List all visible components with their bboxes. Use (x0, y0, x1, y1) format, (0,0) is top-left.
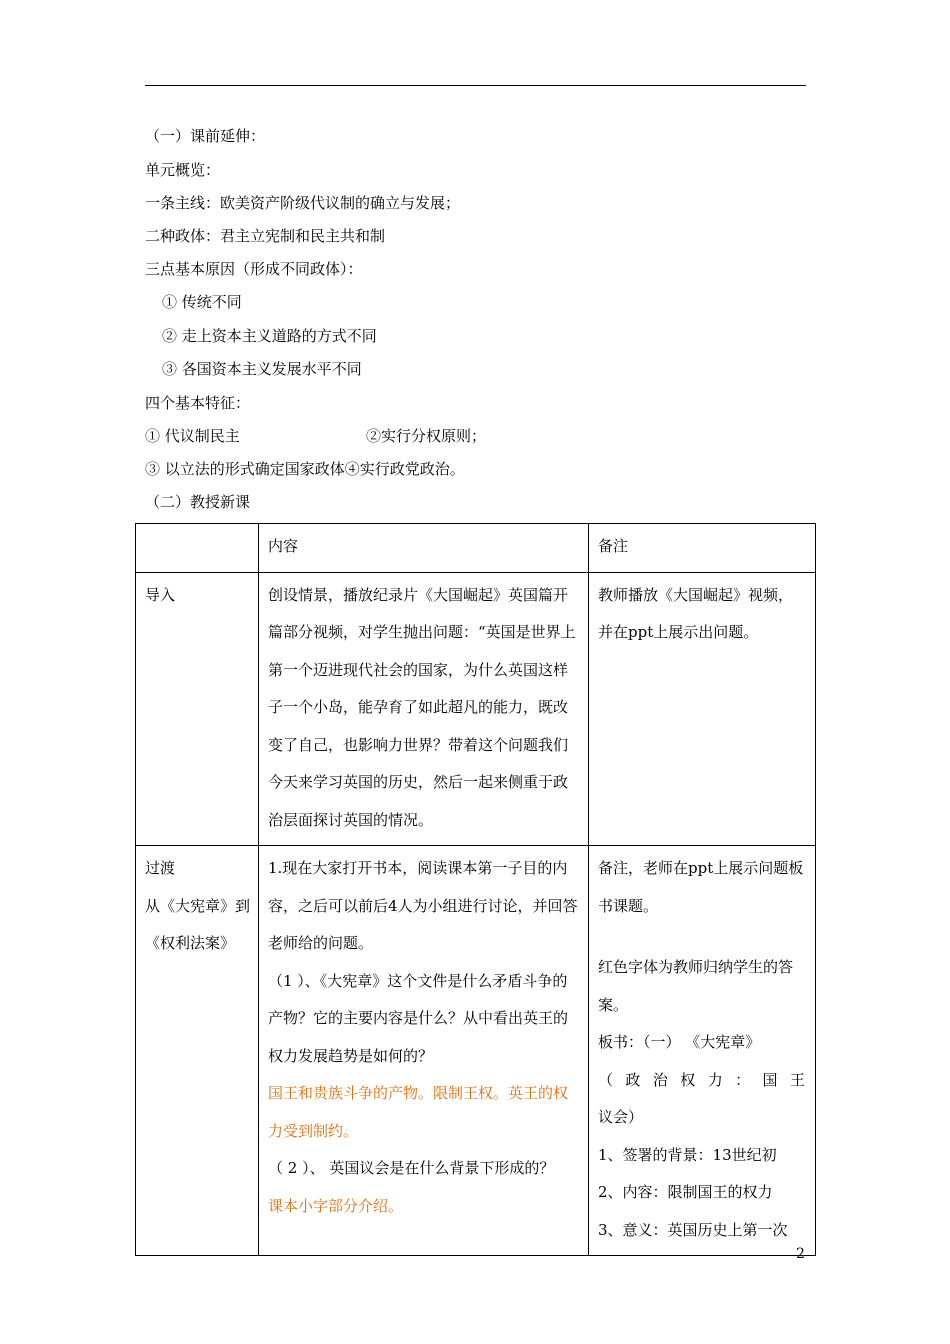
content-intro: 1.现在大家打开书本，阅读课本第一子目的内容，之后可以前后4人为小组进行讨论，并回答老师给的问题。 (268, 859, 578, 952)
stage-label: 《权利法案》 (145, 934, 236, 952)
reason-item: ② 走上资本主义道路的方式不同 (162, 327, 377, 345)
board-title: 板书：（一） 《大宪章》 (598, 1033, 761, 1051)
table-row (136, 846, 816, 1256)
header-rule (145, 85, 806, 86)
mainline-text: 一条主线：欧美资产阶级代议制的确立与发展； (145, 194, 461, 212)
board-paren-end: 议会） (598, 1108, 644, 1126)
regimes-text: 二种政体：君主立宪制和民主共和制 (145, 227, 386, 245)
content-cell: 创设情景，播放纪录片《大国崛起》英国篇开篇部分视频，对学生抛出问题：“英国是世界上第一个迈进现代社会的国家，为什么英国这样子一个小岛，能孕育了如此超凡的能力，既改变了自己，也影响力世界？带着这个问题我们今天来学习英国的历史，然后一起来侧重于政治层面探讨英国的情况。 (259, 572, 589, 846)
features-heading: 四个基本特征： (145, 394, 251, 412)
board-item: 2、内容：限制国王的权力 (598, 1183, 773, 1201)
stage-cell (136, 846, 259, 1256)
board-item: 3、意义：英国历史上第一次 (598, 1220, 788, 1239)
note-red-answer: 红色字体为教师归纳学生的答案。 (598, 958, 794, 1014)
feature-item: ③ 以立法的形式确定国家政体④实行政党政治。 (145, 460, 465, 478)
spacer (598, 925, 807, 949)
section2-title: （二）教授新课 (145, 493, 251, 511)
note-cell (589, 846, 816, 1256)
reasons-heading: 三点基本原因（形成不同政体）： (145, 260, 363, 278)
section1-title: （一）课前延伸： (145, 127, 266, 145)
stage-label: 从《大宪章》到 (145, 896, 251, 915)
feature-item: ① 代议制民主 (145, 427, 240, 445)
stage-cell: 导入 (136, 572, 259, 846)
note-intro: 备注，老师在ppt上展示问题板书课题。 (598, 859, 804, 915)
content-cell (259, 846, 589, 1256)
note-cell: 教师播放《大国崛起》视频，并在ppt上展示出问题。 (589, 572, 816, 846)
board-item: 1、签署的背景：13世纪初 (598, 1145, 777, 1164)
lesson-table (135, 523, 816, 1256)
answer-1: 国王和贵族斗争的产物。限制王权。英王的权力受到制约。 (268, 1084, 569, 1140)
table-header-row (136, 524, 816, 573)
header-cell-stage (136, 524, 259, 573)
answer-2: 课本小字部分介绍。 (268, 1196, 404, 1215)
reason-item: ① 传统不同 (162, 293, 242, 311)
overview-heading: 单元概览： (145, 161, 221, 179)
feature-item: ②实行分权原则； (366, 427, 487, 445)
header-cell-note: 备注 (589, 524, 816, 573)
stage-label: 过渡 (145, 859, 176, 877)
header-cell-content: 内容 (259, 524, 589, 573)
question-1: （1 ）、《大宪章》这个文件是什么矛盾斗争的产物？它的主要内容是什么？从中看出英王的权力发展趋势是如何的？ (268, 971, 569, 1065)
question-2: （ 2 ）、 英国议会是在什么背景下形成的？ (268, 1159, 555, 1177)
board-paren: （政治权力：国王 (598, 1070, 805, 1089)
reason-item: ③ 各国资本主义发展水平不同 (162, 360, 362, 378)
page-number: 2 (796, 1246, 805, 1262)
table-row (136, 572, 816, 846)
